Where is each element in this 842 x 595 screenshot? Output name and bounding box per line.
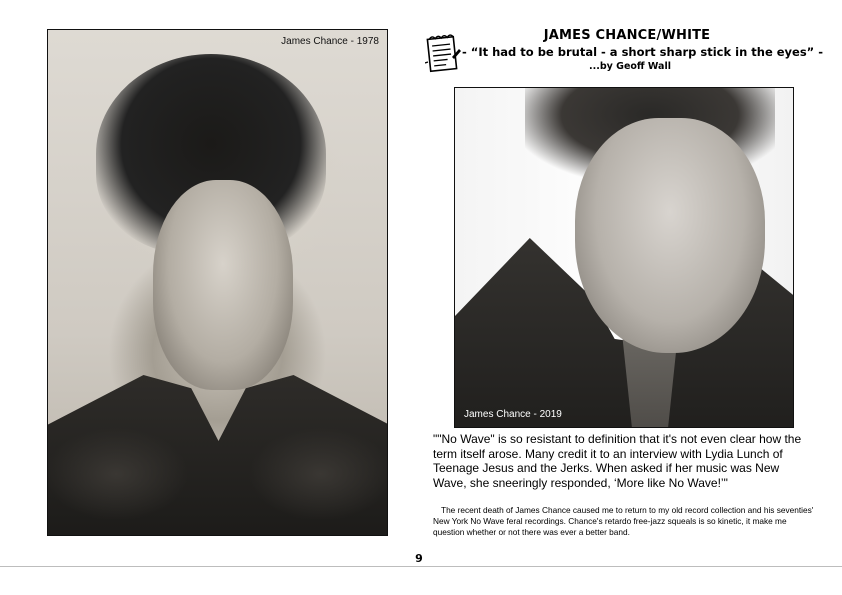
photo-jacket <box>48 375 388 536</box>
photo-face <box>153 180 293 390</box>
photo-james-chance-2019 <box>454 87 794 428</box>
article-subtitle: - “It had to be brutal - a short sharp stick in the eyes” - <box>462 45 824 59</box>
article-byline: ...by Geoff Wall <box>589 61 671 72</box>
article-lead-paragraph: ""No Wave" is so resistant to definition that it's not even clear how the term itself arose. Many credit it to an interview with Lydia Lunch of Teenage Jesus and the Jerks. When asked if her music was New Wave, she sneeringly responded, ‘More like No Wave!’" <box>433 432 802 490</box>
page-number: 9 <box>415 552 423 565</box>
article-title: JAMES CHANCE/WHITE <box>543 28 711 43</box>
left-photo-caption: James Chance - 1978 <box>281 36 379 47</box>
article-body-paragraph: The recent death of James Chance caused me to return to my old record collection and his seventies' New York No Wave feral recordings. Chance's retardo free-jazz squeals is so kinetic, it make me question whether or not there was ever a better band. <box>433 505 814 538</box>
article-header <box>462 28 824 60</box>
notepad-icon <box>425 33 461 73</box>
page-bottom-rule <box>0 566 842 567</box>
photo-james-chance-1978 <box>47 29 388 536</box>
right-photo-caption: James Chance - 2019 <box>464 409 562 420</box>
photo-face <box>575 118 765 353</box>
